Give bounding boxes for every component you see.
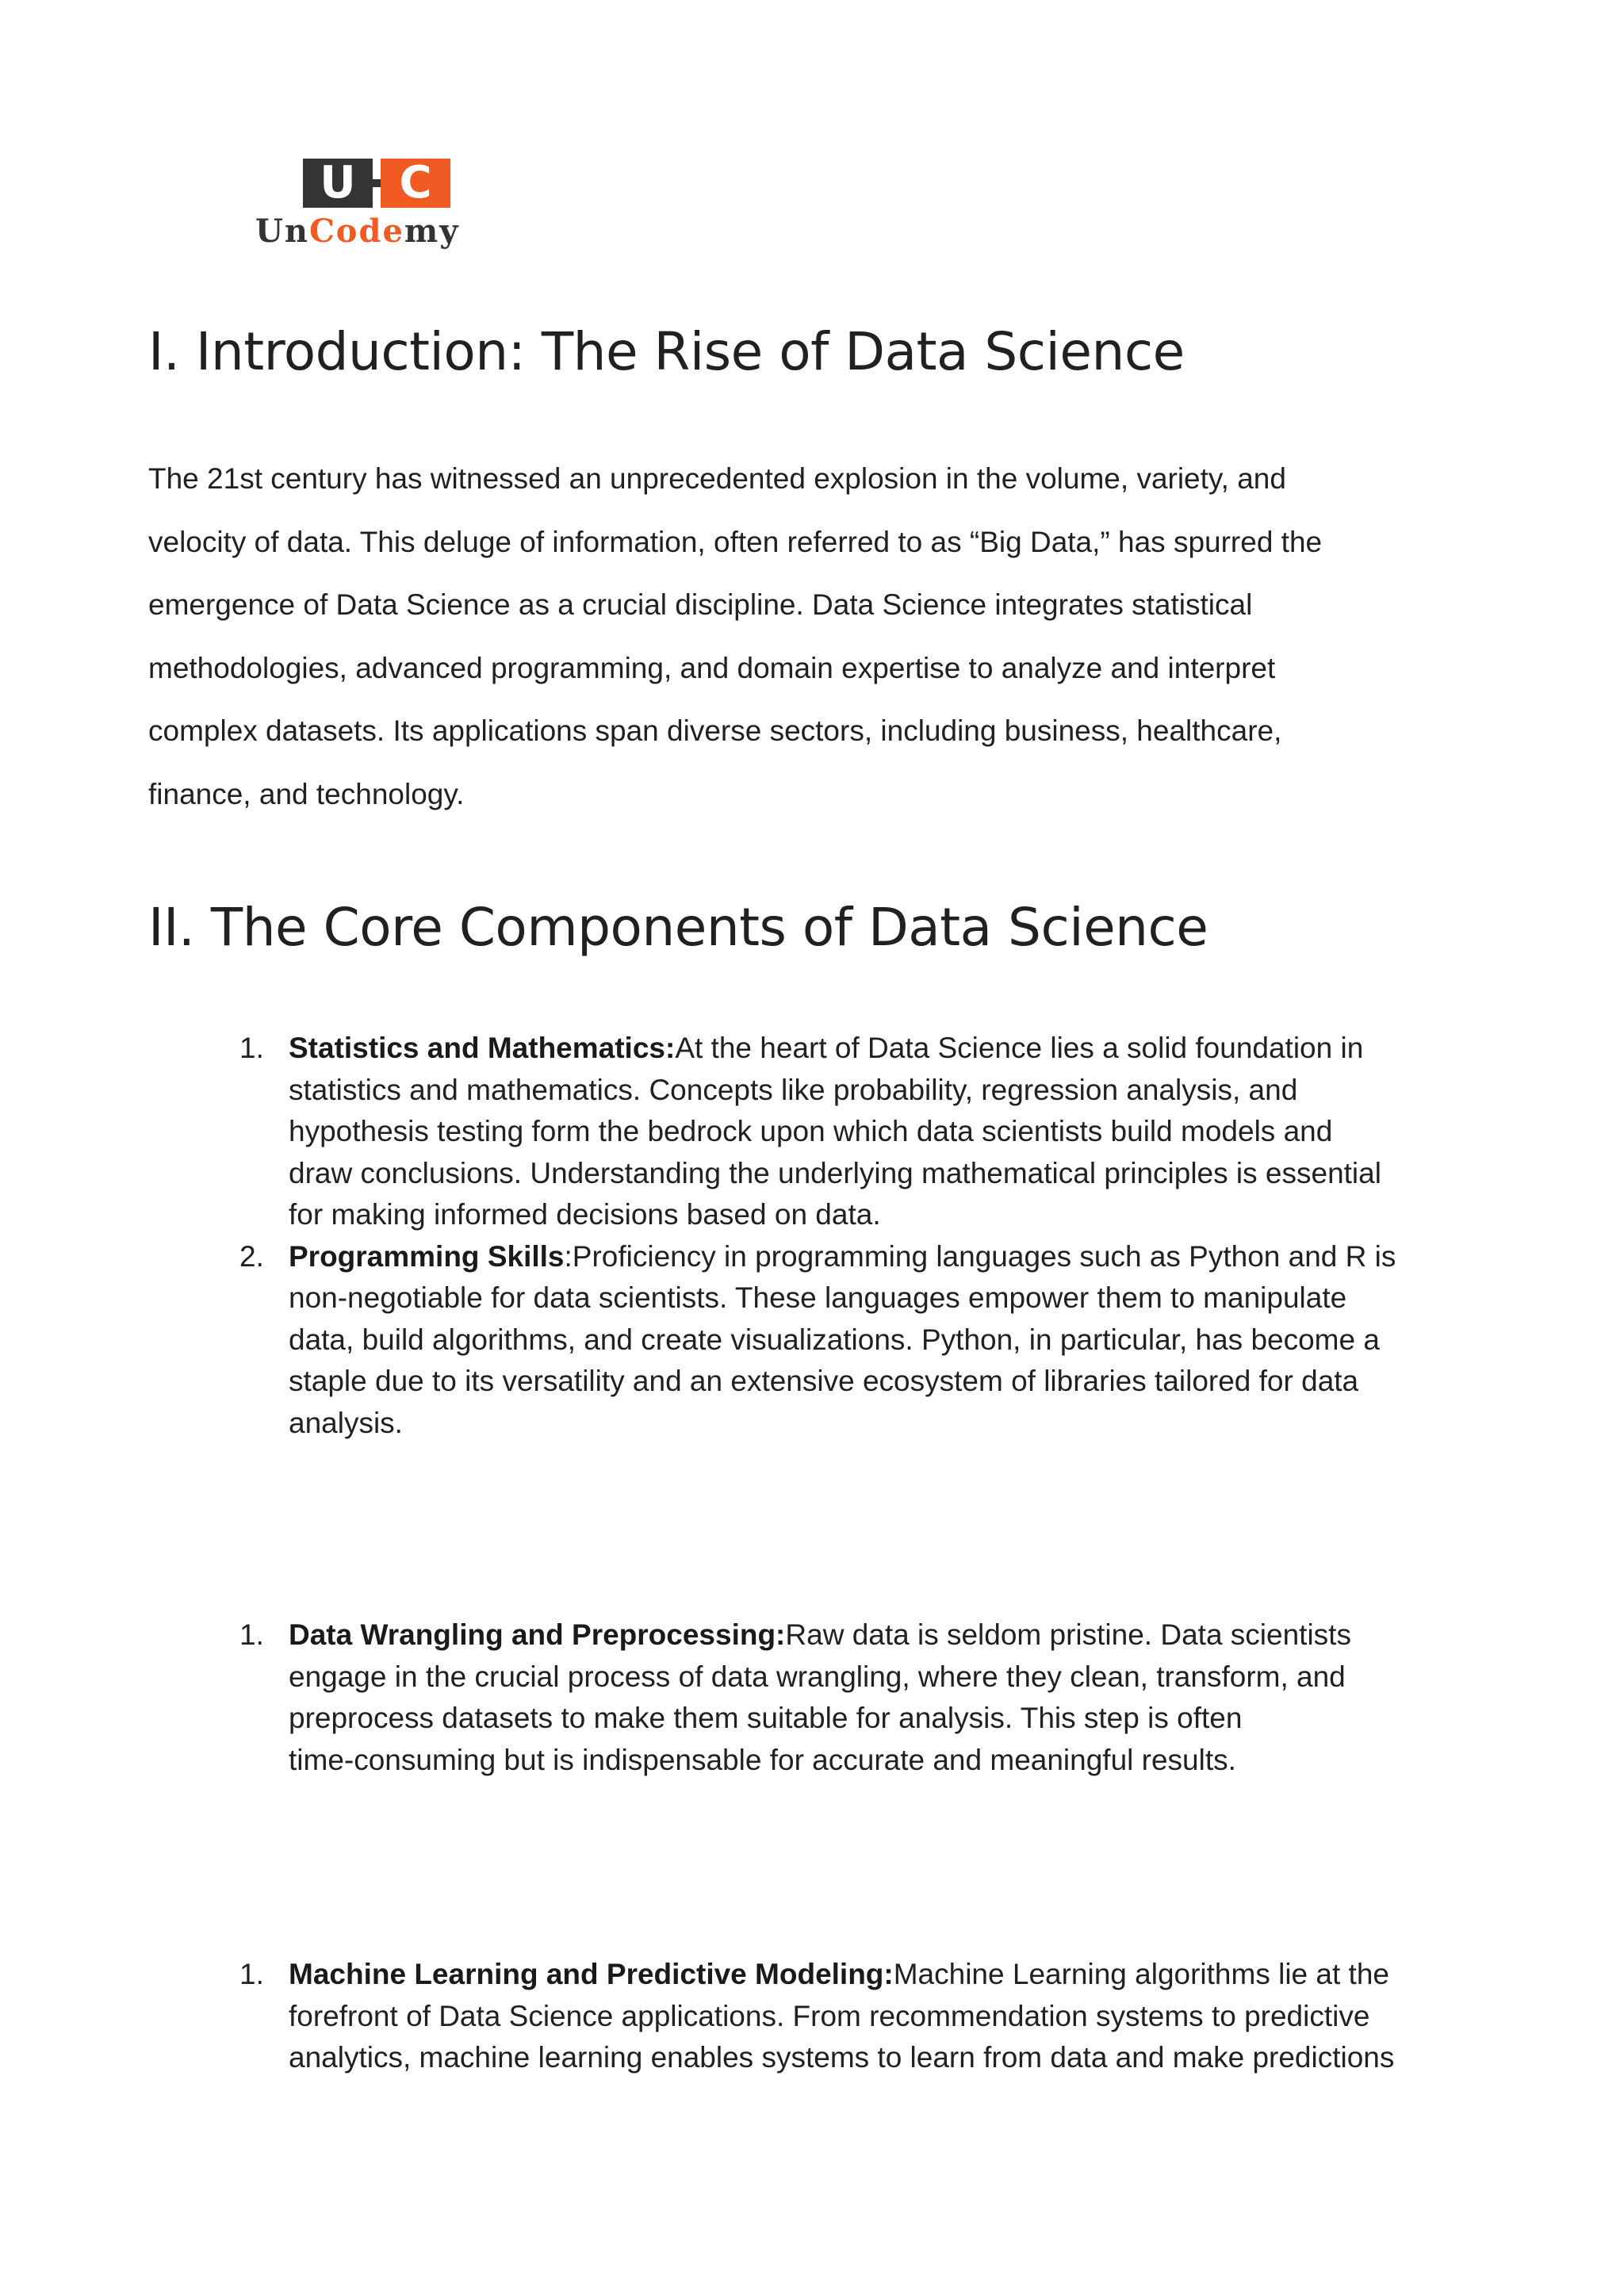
logo-word-part2: Code (308, 213, 404, 250)
list-item-body (289, 1236, 1526, 1445)
core-list (0, 1954, 1395, 2079)
logo-wordmark (255, 213, 459, 251)
list-item-first-line (289, 1236, 1526, 1278)
list-item-line: time-consuming but is indispensable for accurate and meaningful results. (289, 1743, 1236, 1776)
list-item-title: Data Wrangling and Preprocessing: (289, 1618, 786, 1651)
intro-paragraph (148, 447, 1496, 825)
logo-mark (303, 159, 450, 208)
list-item-first-line (289, 1028, 1526, 1070)
core-heading: II. The Core Components of Data Science (148, 897, 1208, 958)
core-list (0, 1028, 1396, 1444)
logo-mark-left: U (303, 159, 373, 208)
list-item-line: statistics and mathematics. Concepts like probability, regression analysis, and (289, 1073, 1298, 1106)
list-item-number: 1. (239, 1618, 264, 1651)
list-item-line: engage in the crucial process of data wrangling, where they clean, transform, and (289, 1660, 1346, 1693)
list-item-body (289, 1954, 1526, 2079)
list-item-line: preprocess datasets to make them suitable for analysis. This step is often (289, 1702, 1243, 1734)
core-list (0, 1614, 1351, 1781)
logo-word-part1: Un (255, 213, 309, 250)
list-item-line: for making informed decisions based on data. (289, 1198, 881, 1231)
list-item (0, 1614, 1351, 1781)
logo-word-part3: my (404, 213, 460, 250)
list-item-first-line (289, 1954, 1526, 1996)
intro-line: methodologies, advanced programming, and domain expertise to analyze and interpret (148, 651, 1276, 684)
list-item-line: draw conclusions. Understanding the underlying mathematical principles is essential (289, 1156, 1381, 1189)
list-item-body (289, 1614, 1526, 1781)
list-item-text: :Proficiency in programming languages such as Python and R is (564, 1239, 1396, 1273)
list-item-title: Machine Learning and Predictive Modeling: (289, 1958, 894, 1990)
list-item-first-line (289, 1614, 1526, 1656)
list-item-line: forefront of Data Science applications. From recommendation systems to predictive (289, 1999, 1370, 2032)
list-item (0, 1028, 1381, 1236)
list-item (0, 1954, 1395, 2079)
list-item-number: 1. (239, 1958, 264, 1990)
list-item-line: non-negotiable for data scientists. These languages empower them to manipulate (289, 1281, 1347, 1314)
list-item-line: analysis. (289, 1406, 403, 1439)
list-item-line: hypothesis testing form the bedrock upon which data scientists build models and (289, 1115, 1333, 1147)
intro-heading: I. Introduction: The Rise of Data Science (148, 321, 1185, 382)
intro-line: velocity of data. This deluge of information, often referred to as “Big Data,” has spurred the (148, 525, 1323, 558)
list-item-line: analytics, machine learning enables systems to learn from data and make predictions (289, 2041, 1395, 2074)
logo-mark-dot (373, 179, 381, 187)
list-item (0, 1236, 1396, 1445)
logo-mark-right: C (381, 159, 450, 208)
list-item-line: staple due to its versatility and an extensive ecosystem of libraries tailored for data (289, 1365, 1359, 1397)
list-item-title: Programming Skills (289, 1239, 565, 1273)
intro-line: emergence of Data Science as a crucial discipline. Data Science integrates statistical (148, 588, 1253, 621)
list-item-number: 2. (239, 1239, 264, 1273)
list-item-text: At the heart of Data Science lies a solid foundation in (675, 1032, 1364, 1064)
intro-line: complex datasets. Its applications span diverse sectors, including business, healthcare, (148, 714, 1282, 747)
list-item-title: Statistics and Mathematics: (289, 1032, 676, 1064)
intro-line: finance, and technology. (148, 777, 465, 810)
list-item-line: data, build algorithms, and create visualizations. Python, in particular, has become a (289, 1323, 1380, 1356)
uncodemy-logo (255, 157, 501, 254)
list-item-text: Raw data is seldom pristine. Data scientists (785, 1618, 1351, 1651)
list-item-number: 1. (239, 1032, 264, 1064)
list-item-body (289, 1028, 1526, 1236)
list-item-text: Machine Learning algorithms lie at the (893, 1958, 1389, 1990)
intro-line: The 21st century has witnessed an unprecedented explosion in the volume, variety, and (148, 462, 1286, 495)
